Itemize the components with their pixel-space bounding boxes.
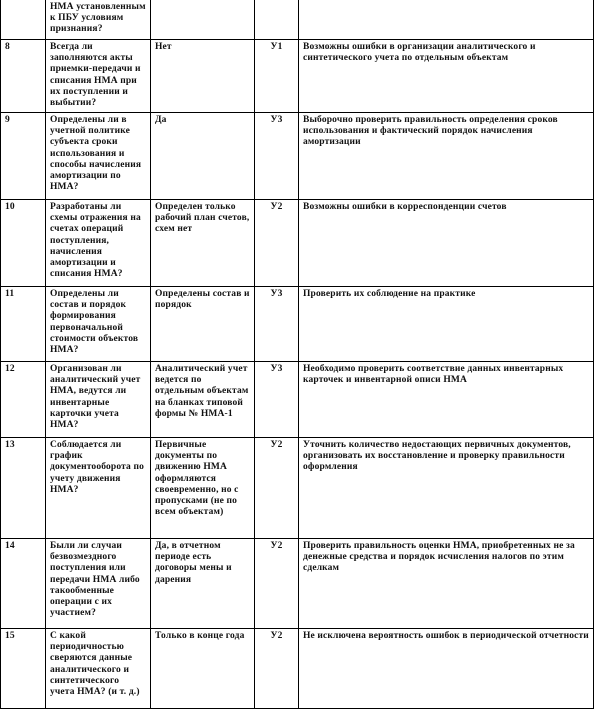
table-row-continuation [1,0,594,40]
row-number: 14 [1,539,46,629]
note-cell: Проверить правильность оценки НМА, приобретенных не за денежные средства и порядок исчисления налогов по этим сделкам [299,539,594,629]
note-cell: Возможны ошибки в корреспонденции счетов [299,200,594,287]
risk-code-cell: У2 [255,200,299,287]
risk-code-cell: У3 [255,287,299,362]
question-cell: Всегда ли заполняются акты приемки-передачи и списания НМА при их поступлении и выбытии? [46,40,151,113]
table-row [1,40,594,113]
question-cell: Определены ли в учетной политике субъекта сроки использования и способы начисления амортизации по НМА? [46,113,151,200]
question-cell: Были ли случаи безвозмездного поступления или передачи НМА либо такообменные операции с их участием? [46,539,151,629]
table-row [1,362,594,438]
question-cell: Определены ли состав и порядок формирования первоначальной стоимости объектов НМА? [46,287,151,362]
risk-code-cell: У2 [255,539,299,629]
answer-cell: Только в конце года [151,629,255,709]
table-row [1,113,594,200]
row-number: 10 [1,200,46,287]
question-cell: Организован ли аналитический учет НМА, ведутся ли инвентарные карточки учета НМА? [46,362,151,438]
row-number: 12 [1,362,46,438]
answer-cell: Аналитический учет ведется по отдельным объектам на бланках типовой формы № НМА-1 [151,362,255,438]
answer-cell: Определен только рабочий план счетов, схем нет [151,200,255,287]
table-row [1,629,594,709]
risk-code-cell: У2 [255,438,299,539]
row-number: 8 [1,40,46,113]
note-cell: Возможны ошибки в организации аналитического и синтетического учета по отдельным объектам [299,40,594,113]
answer-cell: Определены состав и порядок [151,287,255,362]
answer-cell: Да [151,113,255,200]
answer-cell [151,0,255,40]
risk-code-cell: У2 [255,629,299,709]
row-number: 15 [1,629,46,709]
row-number: 9 [1,113,46,200]
row-number: 11 [1,287,46,362]
note-cell: Необходимо проверить соответствие данных инвентарных карточек и инвентарной описи НМА [299,362,594,438]
question-cell: С какой периодичностью сверяются данные аналитического и синтетического учета НМА? (и т. д.) [46,629,151,709]
answer-cell: Да, в отчетном периоде есть договоры мены и дарения [151,539,255,629]
table-row [1,539,594,629]
row-number [1,0,46,40]
note-cell: Проверить их соблюдение на практике [299,287,594,362]
note-cell: Не исключена вероятность ошибок в периодической отчетности [299,629,594,709]
note-cell: Уточнить количество недостающих первичных документов, организовать их восстановление и проверку правильности оформления [299,438,594,539]
table-row [1,200,594,287]
question-cell: Разработаны ли схемы отражения на счетах операций поступления, начисления амортизации и списания НМА? [46,200,151,287]
question-cell: Соблюдается ли график документооборота по учету движения НМА? [46,438,151,539]
note-cell [299,0,594,40]
table-row [1,438,594,539]
answer-cell: Первичные документы по движению НМА оформляются своевременно, но с пропусками (не по всем объектам) [151,438,255,539]
note-cell: Выборочно проверить правильность определения сроков использования и фактический порядок начисления амортизации [299,113,594,200]
row-number: 13 [1,438,46,539]
risk-code-cell: У3 [255,113,299,200]
question-cell: НМА установленным к ПБУ условиям признания? [46,0,151,40]
risk-code-cell [255,0,299,40]
risk-code-cell: У3 [255,362,299,438]
table-row [1,287,594,362]
answer-cell: Нет [151,40,255,113]
risk-code-cell: У1 [255,40,299,113]
